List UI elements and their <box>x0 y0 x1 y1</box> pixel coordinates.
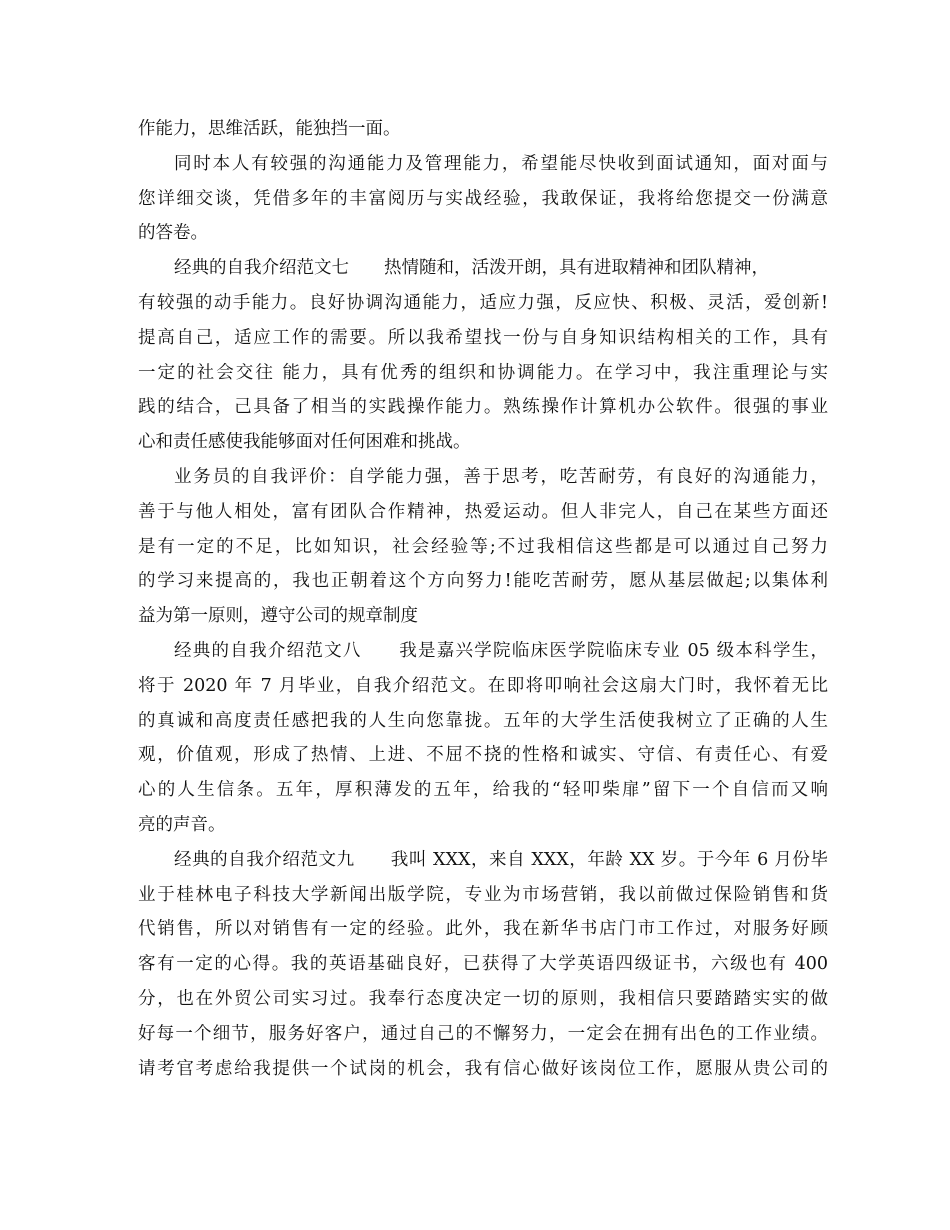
text-line: 分，也在外贸公司实习过。我奉行态度决定一切的原则，我相信只要踏踏实实的做 <box>138 988 828 1009</box>
text-line: 经典的自我介绍范文八 我是嘉兴学院临床医学院临床专业 05 级本科学生， <box>174 640 828 661</box>
text-line: 同时本人有较强的沟通能力及管理能力，希望能尽快收到面试通知，面对面与 <box>174 153 828 174</box>
text-line: 的学习来提高的，我也正朝着这个方向努力!能吃苦耐劳，愿从基层做起;以集体利 <box>138 571 828 592</box>
text-line: 客有一定的心得。我的英语基础良好，已获得了大学英语四级证书，六级也有 400 <box>138 954 828 975</box>
text-line: 提高自己，适应工作的需要。所以我希望找一份与自身知识结构相关的工作，具有 <box>138 327 828 348</box>
text-line: 经典的自我介绍范文九 我叫 XXX，来自 XXX，年龄 XX 岁。于今年 6 月份毕 <box>174 849 828 870</box>
text-line: 心和责任感使我能够面对任何困难和挑战。 <box>138 432 471 453</box>
text-line: 作能力，思维活跃，能独挡一面。 <box>138 119 401 139</box>
text-line: 业于桂林电子科技大学新闻出版学院，专业为市场营销，我以前做过保险销售和货 <box>138 884 828 905</box>
text-line: 您详细交谈，凭借多年的丰富阅历与实战经验，我敢保证，我将给您提交一份满意 <box>138 188 828 209</box>
text-line: 善于与他人相处，富有团队合作精神，热爱运动。但人非完人，自己在某些方面还 <box>138 501 828 522</box>
text-line: 业务员的自我评价：自学能力强，善于思考，吃苦耐劳，有良好的沟通能力， <box>174 466 828 487</box>
document-body <box>138 112 828 1086</box>
text-line: 是有一定的不足，比如知识，社会经验等;不过我相信这些都是可以通过自己努力 <box>138 536 828 557</box>
text-line: 益为第一原则，遵守公司的规章制度 <box>138 606 418 627</box>
text-line: 的答卷。 <box>138 223 208 244</box>
text-line: 亮的声音。 <box>138 814 226 835</box>
text-line: 一定的社会交往 能力，具有优秀的组织和协调能力。在学习中，我注重理论与实 <box>138 362 828 383</box>
text-line: 将于 2020 年 7 月毕业，自我介绍范文。在即将叩响社会这扇大门时，我怀着无比 <box>138 675 828 696</box>
text-line: 经典的自我介绍范文七 热情随和，活泼开朗，具有进取精神和团队精神， <box>174 258 769 279</box>
text-line: 有较强的动手能力。良好协调沟通能力，适应力强，反应快、积极、灵活，爱创新! <box>138 292 828 313</box>
text-line: 的真诚和高度责任感把我的人生向您靠拢。五年的大学生活使我树立了正确的人生 <box>138 710 828 731</box>
text-line: 践的结合，己具备了相当的实践操作能力。熟练操作计算机办公软件。很强的事业 <box>138 397 828 418</box>
text-line: 观，价值观，形成了热情、上进、不屈不挠的性格和诚实、守信、有责任心、有爱 <box>138 745 828 766</box>
text-line: 好每一个细节，服务好客户，通过自己的不懈努力，一定会在拥有出色的工作业绩。 <box>138 1023 828 1044</box>
text-line: 请考官考虑给我提供一个试岗的机会，我有信心做好该岗位工作，愿服从贵公司的 <box>138 1058 828 1079</box>
text-line: 心的人生信条。五年，厚积薄发的五年，给我的“轻叩柴扉”留下一个自信而又响 <box>138 780 828 801</box>
text-line: 代销售，所以对销售有一定的经验。此外，我在新华书店门市工作过，对服务好顾 <box>138 919 828 940</box>
